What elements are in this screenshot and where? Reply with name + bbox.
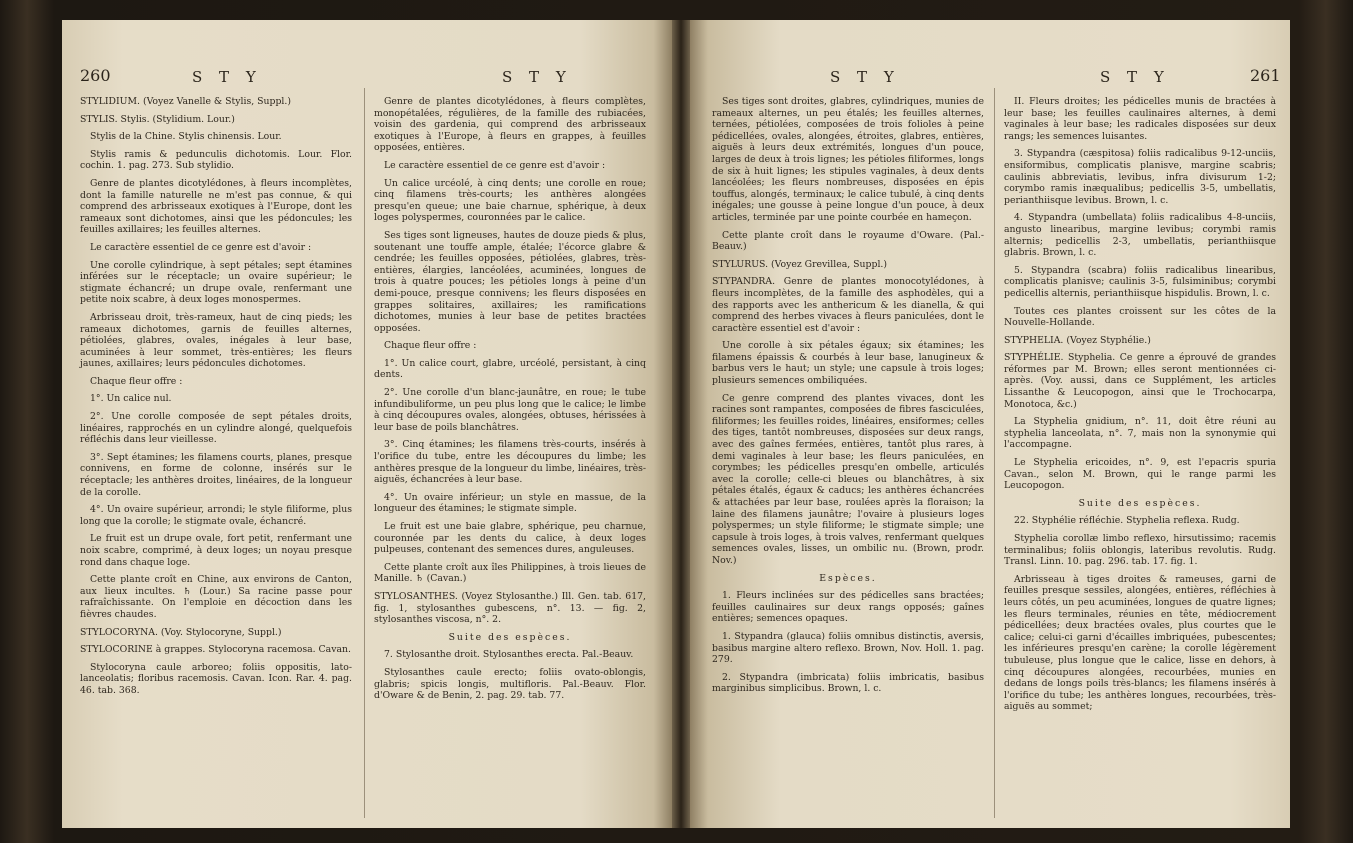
paragraph: Ses tiges sont droites, glabres, cylindriques, munies de rameaux alternes, un peu étalés; les feuilles alternes, ternées, pétiolées, composées de trois folioles à peine pédicellées, ovales, alongées, étroites, glabres, entières, aiguës à leurs deux extrémités, longues d'un pouce, larges de deux à trois lignes; les pétioles filiformes, longs de six à huit lignes; les stipules vaginales, à deux dents lancéolées; les fleurs nombreuses, disposées en épis touffus, alongés, terminaux; le calice tubulé, à cinq dents inégales; une gousse à peine longue d'un pouce, à deux articles, terminée par une pointe courbée en hameçon.: [712, 96, 984, 223]
paragraph: 22. Styphélie réfléchie. Styphelia reflexa. Rudg.: [1014, 515, 1240, 527]
paragraph: Stylis de la Chine. Stylis chinensis. Lour.: [90, 131, 282, 143]
paragraph: STYLIS. Stylis. (Stylidium. Lour.): [80, 113, 235, 125]
paragraph: Chaque fleur offre :: [384, 340, 477, 352]
paragraph: La Styphelia gnidium, n°. 11, doit être réuni au styphelia lanceolata, n°. 7, mais non la synonymie qui l'accompagne.: [1004, 416, 1276, 451]
right-column-2: [1004, 96, 1276, 719]
paragraph: STYPHELIA. (Voyez Styphélie.): [1004, 334, 1151, 346]
book-gutter: [672, 20, 690, 828]
paragraph: Un calice urcéolé, à cinq dents; une corolle en roue; cinq filamens très-courts; les anthères alongées presqu'en queue; une baie charnue, sphérique, à deux loges polyspermes, couronnées par le calice.: [374, 177, 646, 224]
column-rule: [994, 88, 995, 818]
paragraph: 5. Stypandra (scabra) foliis radicalibus linearibus, complicatis planisve; caulinis 3-5, fulsiminibus; corymbi pedicellis alternis, perianthiisque hispidulis. Brown, l. c.: [1004, 264, 1276, 299]
page-number-right: 261: [1250, 66, 1281, 85]
paragraph: Le Styphelia ericoides, n°. 9, est l'epacris spuria Cavan., selon M. Brown, qui le range parmi les Leucopogon.: [1004, 457, 1276, 492]
paragraph: Styphelia corollæ limbo reflexo, hirsutissimo; racemis terminalibus; foliis oblongis, lateribus revolutis. Rudg. Transl. Linn. 10. pag. 296. tab. 17. fig. 1.: [1004, 533, 1276, 568]
paragraph: Toutes ces plantes croissent sur les côtes de la Nouvelle-Hollande.: [1004, 305, 1276, 329]
page-number-left: 260: [80, 66, 111, 85]
paragraph: STYLOSANTHES. (Voyez Stylosanthe.) Ill. Gen. tab. 617, fig. 1, stylosanthes gubescens, n°. 13. — fig. 2, stylosanthes viscosa, n°. 2.: [374, 590, 646, 626]
paragraph: Cette plante croît aux îles Philippines, à trois lieues de Manille. ♄ (Cavan.): [374, 561, 646, 585]
paragraph: Le fruit est un drupe ovale, fort petit, renfermant une noix scabre, comprimé, à deux loges; un noyau presque rond dans chaque loge.: [80, 533, 352, 568]
paragraph: Suite des espèces.: [448, 631, 572, 643]
paragraph: STYLIDIUM. (Voyez Vanelle & Stylis, Suppl.): [80, 96, 291, 107]
paragraph: 2°. Une corolle composée de sept pétales droits, linéaires, rapprochés en un cylindre alongé, quelquefois réfléchis dans leur vieillesse.: [80, 411, 352, 446]
paragraph: 3. Stypandra (cæspitosa) foliis radicalibus 9-12-unciis, ensiformibus, complicatis planisve, margine scabris; caulinis abbreviatis, levibus, infra divisurum 1-2; corymbo ramis inæqualibus; pedicellis 3-5, umbellatis, perianthiisque levibus. Brown, l. c.: [1004, 148, 1276, 206]
paragraph: 1. Stypandra (glauca) foliis omnibus distinctis, aversis, basibus margine altero reflexo. Brown, Nov. Holl. 1. pag. 279.: [712, 630, 984, 666]
paragraph: Stylocoryna caule arboreo; foliis oppositis, lato-lanceolatis; floribus racemosis. Cavan. Icon. Rar. 4. pag. 46. tab. 368.: [80, 661, 352, 696]
paragraph: Ses tiges sont ligneuses, hautes de douze pieds & plus, soutenant une touffe ample, étalée; l'écorce glabre & cendrée; les feuilles opposées, pétiolées, glabres, très-entières, élargies, lancéolées, acuminées, longues de trois à quatre pouces; les pétioles longs à peine d'un demi-pouce, presque connivens; les fleurs disposées en grappes solitaires, axillaires; les ramifications dichotomes, munies à leur base de petites bractées opposées.: [374, 229, 646, 334]
right-page: [690, 20, 1290, 828]
paragraph: Ce genre comprend des plantes vivaces, dont les racines sont rampantes, composées de fibres fasciculées, filiformes; les feuilles roides, linéaires, ensiformes; celles des tiges, tantôt nombreuses, disposées sur deux rangs, avec des gaînes fermées, entières, tantôt plus rares, à demi vaginales à leur base; les fleurs paniculées, en corymbes; les pédicelles presqu'en ombelle, articulés avec la corolle; celle-ci bleues ou blanchâtres, à six pétales étalés, égaux & caducs; les anthères échancrées & attachées par leur base, roulées après la floraison; la laine des filamens jaunâtre; l'ovaire à plusieurs loges polyspermes; un style filiforme; le stigmate simple; une capsule à trois loges, à trois valves, renfermant quelques semences ovales, lisses, un ombilic nu. (Brown, prodr. Nov.): [712, 392, 984, 566]
left-column-2: [374, 96, 646, 708]
paragraph: Le caractère essentiel de ce genre est d'avoir :: [90, 241, 312, 253]
paragraph: Genre de plantes dicotylédones, à fleurs incomplètes, dont la famille naturelle ne m'est pas connue, & qui comprend des arbrisseaux exotiques à l'Europe, dont les rameaux sont dichotomes, ainsi que les pédoncules; les feuilles axillaires; les feuilles alternes.: [80, 177, 352, 236]
paragraph: Chaque fleur offre :: [90, 375, 183, 387]
running-header-left-1: S T Y: [192, 68, 262, 86]
paragraph: Suite des espèces.: [1078, 497, 1202, 509]
paragraph: Une corolle cylindrique, à sept pétales; sept étamines inférées sur le réceptacle; un ovaire supérieur; le stigmate échancré; un drupe ovale, renfermant une petite noix scabre, à deux loges monospermes.: [80, 259, 352, 306]
column-rule: [364, 88, 365, 818]
paragraph: STYLOCORYNA. (Voy. Stylocoryne, Suppl.): [80, 626, 282, 638]
running-header-left-2: S T Y: [502, 68, 572, 86]
paragraph: STYPHÉLIE. Styphelia. Ce genre a éprouvé de grandes réformes par M. Brown; elles seront mentionnées ci-après. (Voy. aussi, dans ce Supplément, les articles Lissanthe & Leucopogon, ainsi que le Trochocarpa, Monotoca, &c.): [1004, 352, 1276, 410]
paragraph: 3°. Cinq étamines; les filamens très-courts, insérés à l'orifice du tube, entre les découpures du limbe; les anthères presque de la longueur du limbe, linéaires, très-aiguës, échancrées à leur base.: [374, 439, 646, 486]
paragraph: Une corolle à six pétales égaux; six étamines; les filamens épaissis & courbés à leur base, lanugineux & barbus vers le haut; un style; une capsule à trois loges; plusieurs semences ombiliquées.: [712, 340, 984, 387]
paragraph: 1°. Un calice nul.: [90, 393, 172, 405]
paragraph: Cette plante croît dans le royaume d'Oware. (Pal.-Beauv.): [712, 229, 984, 253]
paragraph: Genre de plantes dicotylédones, à fleurs complètes, monopétalées, régulières, de la famille des rubiacées, voisin des gardenia, qui comprend des arbrisseaux exotiques à l'Europe, à fleurs en grappes, à feuilles opposées, entières.: [374, 96, 646, 154]
paragraph: Stylis ramis & pedunculis dichotomis. Lour. Flor. cochin. 1. pag. 273. Sub stylidio.: [80, 148, 352, 172]
paragraph: 3°. Sept étamines; les filamens courts, planes, presque connivens, en forme de colonne, insérés sur le réceptacle; les anthères droites, linéaires, de la longueur de la corolle.: [80, 451, 352, 498]
left-page: [62, 20, 672, 828]
paragraph: Espèces.: [819, 572, 877, 584]
right-column-1: [712, 96, 984, 701]
paragraph: 1. Fleurs inclinées sur des pédicelles sans bractées; feuilles caulinaires sur deux rangs opposés; gaînes entières; semences opaques.: [712, 590, 984, 625]
paragraph: 4. Stypandra (umbellata) foliis radicalibus 4-8-unciis, angusto linearibus, margine levibus; corymbi ramis alternis; pedicellis 2-3, umbellatis, perianthiisque glabris. Brown, l. c.: [1004, 212, 1276, 259]
paragraph: 2°. Une corolle d'un blanc-jaunâtre, en roue; le tube infundibuliforme, un peu plus long que le calice; le limbe à cinq découpures ovales, alongées, obtuses, hérissées à leur base de poils blanchâtres.: [374, 387, 646, 433]
paragraph: STYLOCORINE à grappes. Stylocoryna racemosa. Cavan.: [80, 644, 351, 656]
paragraph: 1°. Un calice court, glabre, urcéolé, persistant, à cinq dents.: [374, 357, 646, 381]
paragraph: Stylosanthes caule erecto; foliis ovato-oblongis, glabris; spicis longis, multifloris. Pal.-Beauv. Flor. d'Oware & de Benin, 2. pag. 29. tab. 77.: [374, 666, 646, 702]
paragraph: Arbrisseau à tiges droites & rameuses, garni de feuilles presque sessiles, alongées, entières, réfléchies à leurs côtés, un peu acuminées, longues de quatre lignes; les fleurs terminales, réunies en tête, médiocrement pédicellées; deux bractées ovales, plus courtes que le calice; celui-ci garni d'écailles imbriquées, pubescentes; les inférieures presqu'en carène; la corolle légèrement tubuleuse, plus longue que le calice, lisse en dehors, à cinq découpures alongées, recourbées, munies en dedans de longs poils très-blancs; les filamens insérés à l'orifice du tube; les anthères longues, recourbées, très-aiguës au sommet;: [1004, 573, 1276, 713]
paragraph: Le fruit est une baie glabre, sphérique, peu charnue, couronnée par les dents du calice, à deux loges pulpeuses, contenant des semences dures, anguleuses.: [374, 521, 646, 556]
paragraph: STYLURUS. (Voyez Grevillea, Suppl.): [712, 258, 887, 270]
paragraph: Cette plante croît en Chine, aux environs de Canton, aux lieux incultes. ♄ (Lour.) Sa racine passe pour rafraîchissante. On l'emploie en décoction dans les fièvres chaudes.: [80, 574, 352, 620]
running-header-right-2: S T Y: [1100, 68, 1170, 86]
paragraph: II. Fleurs droites; les pédicelles munis de bractées à leur base; les feuilles caulinaires alternes, à demi vaginales à leur base; les radicales disposées sur deux rangs; les semences luisantes.: [1004, 96, 1276, 142]
paragraph: 7. Stylosanthe droit. Stylosanthes erecta. Pal.-Beauv.: [384, 649, 634, 661]
left-column-1: [80, 96, 352, 703]
paragraph: STYPANDRA. Genre de plantes monocotylédones, à fleurs incomplètes, de la famille des asphodèles, qui a des rapports avec les anthericum & les dianella, & qui comprend des herbes vivaces à fleurs paniculées, dont le caractère essentiel est d'avoir :: [712, 276, 984, 334]
running-header-right-1: S T Y: [830, 68, 900, 86]
paragraph: Arbrisseau droit, très-rameux, haut de cinq pieds; les rameaux dichotomes, garnis de feuilles alternes, pétiolées, glabres, ovales, inégales à leur base, acuminées à leur sommet, très-entières; les fleurs jaunes, axillaires; leurs pédoncules dichotomes.: [80, 311, 352, 370]
paragraph: Le caractère essentiel de ce genre est d'avoir :: [384, 159, 606, 171]
paragraph: 2. Stypandra (imbricata) foliis imbricatis, basibus marginibus simplicibus. Brown, l. c.: [712, 671, 984, 695]
paragraph: 4°. Un ovaire supérieur, arrondi; le style filiforme, plus long que la corolle; le stigmate ovale, échancré.: [80, 504, 352, 527]
paragraph: 4°. Un ovaire inférieur; un style en massue, de la longueur des étamines; le stigmate simple.: [374, 491, 646, 515]
